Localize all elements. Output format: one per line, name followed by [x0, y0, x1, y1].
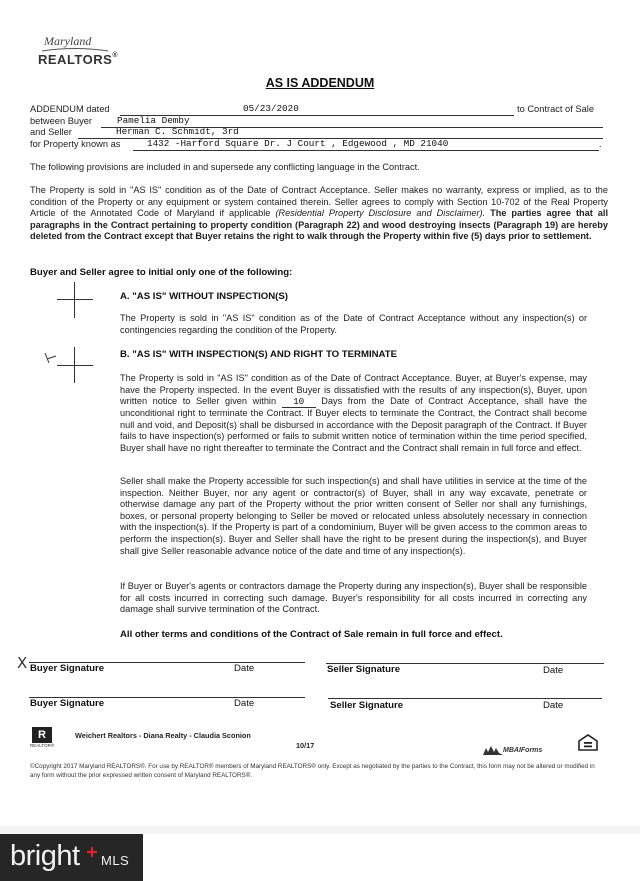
initial-instruction: Buyer and Seller agree to initial only one of the following: — [30, 267, 293, 278]
seller-signature-label-2: Seller Signature — [330, 700, 404, 711]
closing-statement: All other terms and conditions of the Contract of Sale remain in full force and effect. — [120, 629, 503, 640]
addendum-date-field[interactable]: 05/23/2020 — [243, 103, 299, 114]
handwritten-initial-mark — [43, 351, 59, 365]
as-is-paragraph — [30, 185, 608, 243]
realtor-logo-icon: R — [32, 727, 52, 743]
to-contract-label: to Contract of Sale — [517, 104, 594, 114]
buyer-date-label-2: Date — [234, 698, 255, 709]
seller-date-label-1: Date — [543, 665, 564, 676]
mbai-forms-label: MBAIForms — [503, 747, 543, 754]
buyer-date-label-1: Date — [234, 663, 255, 674]
seller-label: and Seller — [30, 127, 72, 137]
inspection-days-field[interactable]: 10 — [282, 397, 316, 408]
intro-text: The following provisions are included in and supersede any conflicting language in the Contract. — [30, 162, 420, 172]
option-a-heading: A. "AS IS" WITHOUT INSPECTION(S) — [120, 291, 288, 302]
seller-signature-line-2[interactable] — [328, 698, 602, 699]
property-address-field[interactable]: 1432 -Harford Square Dr. J Court , Edgewood , MD 21040 — [147, 138, 449, 149]
option-b-heading: B. "AS IS" WITH INSPECTION(S) AND RIGHT TO TERMINATE — [120, 349, 398, 360]
as-is-paragraph-bold: The parties agree that all paragraphs in the Contract pertaining to property condition (Paragraph 22) and wood destroying insects (Paragraph 19) are hereby deleted from the Contract except that Buyer retains the right to walk through the Property within five (5) days prior to settlement. — [30, 208, 608, 242]
page-bottom-strip — [0, 826, 640, 834]
buyer-signature-mark: X — [17, 654, 28, 672]
addendum-dated-label: ADDENDUM dated — [30, 104, 110, 114]
property-period: . — [599, 139, 602, 149]
option-b-paragraph-1 — [120, 373, 587, 455]
buyer-name-field[interactable]: Pamelia Demby — [117, 115, 190, 126]
option-b-paragraph-2: Seller shall make the Property accessible for such inspection(s) and shall have utilities in service at the time of the inspection. Neither Buyer, nor any agent or contractor(s) of Buyer, shall in any way excavate, penetrate or otherwise damage any part of the Property without the prior written consent of Seller nor shall any furnishings, boxes, or personal property belonging to Seller be moved or relocated unless absolutely necessary in connection with the inspection(s). If the Property is part of a condominium, Buyer will be given access to the common areas to perform the inspection(s). Buyer and Seller shall have the right to be present during the inspection(s), and Buyer shall give Seller reasonable advance notice of the date and time of any inspection(s). — [120, 476, 587, 556]
option-a-text: The Property is sold in "AS IS" condition as of the Date of Contract Acceptance without any inspection(s) or contingencies regarding the condition of the Property. — [120, 313, 587, 335]
option-a-initial-box[interactable] — [57, 282, 93, 318]
seller-signature-label-1: Seller Signature — [327, 664, 401, 675]
buyer-signature-label-2: Buyer Signature — [30, 698, 105, 709]
copyright-notice: ©Copyright 2017 Maryland REALTORS®. For use by REALTOR® members of Maryland REALTORS® only. Except as negotiated by the parties to the Contract, this form may not be altered or modified in any form without the prior expressed written consent of Maryland REALTORS®. — [30, 763, 595, 779]
as-is-paragraph-text: The Property is sold in "AS IS" condition as of the Date of Contract Acceptance. Seller makes no warranty, express or implied, as to the condition of the Property or any equipment or system contained therein. Seller agrees to comply with Section 10-702 of the Real Property Article of the Annotated Code of Maryland if applicable — [30, 185, 608, 219]
buyer-signature-label-1: Buyer Signature — [30, 663, 105, 674]
option-b-p1-text: The Property is sold in "AS IS" condition as of the Date of Contract Acceptance. Buyer, at Buyer's expense, may have the Property inspected. In the event Buyer is dissatisfied with the results of any inspection(s), Buyer, upon written notice to Seller given within — [120, 373, 587, 407]
bright-mls-plus-icon — [86, 846, 98, 858]
page-title: AS IS ADDENDUM — [265, 76, 375, 90]
option-b-initial-box[interactable] — [57, 347, 93, 383]
maryland-script-logo: Maryland — [44, 34, 92, 48]
initial-crosshair-v — [74, 282, 75, 318]
realtor-logo-caption: REALTOR® — [30, 743, 55, 748]
initial-crosshair-h — [57, 299, 93, 300]
initial-crosshair-h — [57, 365, 93, 366]
brokerage-name: Weichert Realtors - Diana Realty - Claudia Sconion — [75, 731, 251, 740]
option-b-p1-text-cont: Days from the Date of Contract Acceptance, shall have the unconditional right to terminate the Contract. If Buyer elects to terminate the Contract, the Contract shall become null and void, and Deposit(s) shall be disbursed in accordance with the Deposit paragraph of the Contract. If Buyer fails to have inspection(s) performed or fails to submit written notice of termination within the time period specified, Buyer shall have no right thereafter to terminate the Contract and the Contract shall remain in full force and effect. — [120, 396, 587, 453]
property-line — [133, 150, 599, 151]
seller-name-field[interactable]: Herman C. Schmidt, 3rd — [116, 126, 239, 137]
disclosure-reference: (Residential Property Disclosure and Disclaimer). — [275, 208, 486, 219]
option-b-paragraph-3: If Buyer or Buyer's agents or contractors damage the Property during any inspection(s), Buyer shall be responsible for all costs incurred in correcting such damage. Buyer's responsibility for all costs incurred in correcting any damage shall survive termination of the Contract. — [120, 581, 587, 615]
realtors-logo: REALTORS® — [38, 52, 118, 67]
buyer-label: between Buyer — [30, 116, 93, 126]
equal-housing-icon — [578, 734, 598, 751]
initial-crosshair-v — [74, 347, 75, 383]
seller-date-label-2: Date — [543, 700, 564, 711]
mbai-forms-logo-icon — [483, 745, 503, 755]
form-version: 10/17 — [296, 741, 315, 750]
property-label: for Property known as — [30, 139, 121, 149]
bright-mls-suffix: MLS — [101, 853, 130, 868]
bright-mls-brand: bright — [10, 840, 80, 872]
